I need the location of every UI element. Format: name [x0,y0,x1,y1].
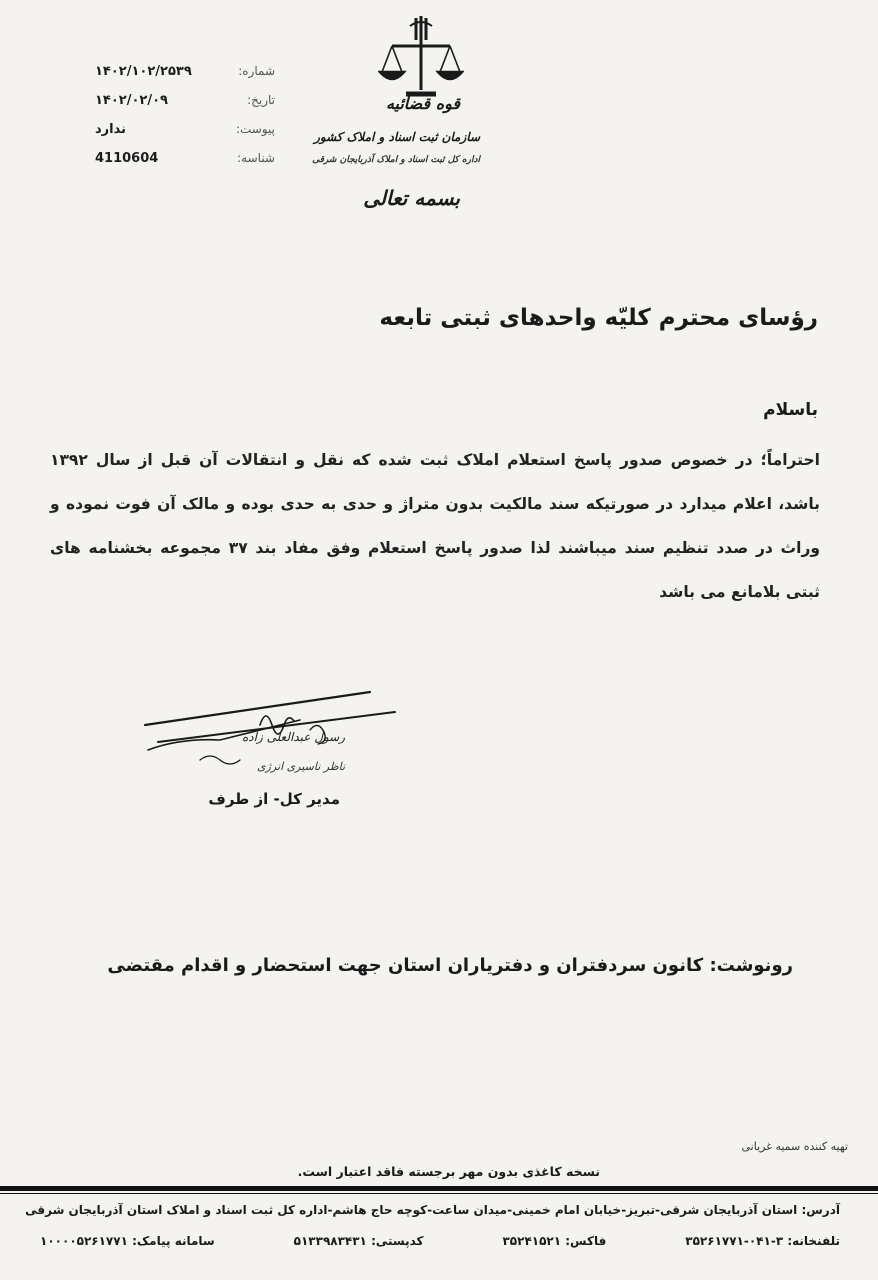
footer-sms: سامانه پیامک: ۱۰۰۰۰۵۲۶۱۷۷۱ [40,1234,215,1248]
meta-number-value: ۱۴۰۲/۱۰۲/۲۵۳۹ [95,64,192,79]
letterhead-judiciary: قوه قضائیه [385,94,461,113]
meta-attachment-row [95,122,275,151]
meta-id-row [95,151,275,180]
letter-meta [95,64,275,180]
meta-date-value: ۱۴۰۲/۰۲/۰۹ [95,93,168,108]
meta-attachment-value: ندارد [95,122,127,137]
letterhead-bismillah: بسمه تعالی [363,186,460,210]
judiciary-emblem-icon [378,14,464,106]
footer-phone: تلفنخانه: ۳-۰۴۱-۳۵۲۶۱۷۷۱ [685,1234,840,1248]
letterhead-organization: سازمان ثبت اسناد و املاک کشور [314,130,480,144]
letterhead-office: اداره کل ثبت اسناد و املاک آذربایجان شرقی [312,155,480,165]
recipient-heading: رؤسای محترم کلیّه واحدهای ثبتی تابعه [379,305,818,331]
meta-number-row [95,64,275,93]
meta-date-row [95,93,275,122]
footer-fax: فاکس: ۳۵۲۴۱۵۲۱ [502,1234,607,1248]
meta-date-label: تاریخ: [247,93,275,107]
footer-divider-thin [0,1193,878,1194]
meta-number-label: شماره: [238,64,275,78]
meta-id-label: شناسه: [237,151,275,165]
meta-attachment-label: پیوست: [235,122,275,136]
signature-name: رسول عبدالعلی زاده [242,730,345,744]
meta-id-value: 4110604 [95,151,159,166]
greeting: باسلام [763,400,818,420]
letter-body: احتراماً؛ در خصوص صدور پاسخ استعلام املاک ثبت شده که نقل و انتقالات آن قبل از سال ۱۳۹۲ باشد، اعلام میدارد در صورتیکه سند مالکیت بدون متراژ و حدی به حدی بوده و مالک آن فوت نموده و وراث در صدد تنظیم سند میباشند لذا صدور پاسخ استعلام وفق مفاد بند ۳۷ مجموعه بخشنامه های ثبتی بلامانع می باشد [50,451,821,601]
preparer-note: تهیه کننده سمیه غریانی [741,1140,848,1153]
carbon-copy-line: رونوشت: کانون سردفتران و دفتریاران استان جهت استحضار و اقدام مقتضی [107,955,793,976]
validity-note: نسخه کاغذی بدون مهر برجسته فاقد اعتبار است. [297,1164,600,1179]
signature-title: ناظر ناسیری انرژی [257,760,345,773]
footer-postal-code: کدپستی: ۵۱۳۳۹۸۳۴۳۱ [293,1234,424,1248]
footer-address: آدرس: استان آذربایجان شرقی-تبریز-خیابان امام خمینی-میدان ساعت-کوچه حاج هاشم-اداره کل ثبت اسناد و املاک استان آذربایجان شرقی [25,1203,840,1217]
footer-contact-row [40,1234,840,1248]
footer-divider-thick [0,1186,878,1191]
manager-title: مدیر کل- از طرف [208,790,340,808]
